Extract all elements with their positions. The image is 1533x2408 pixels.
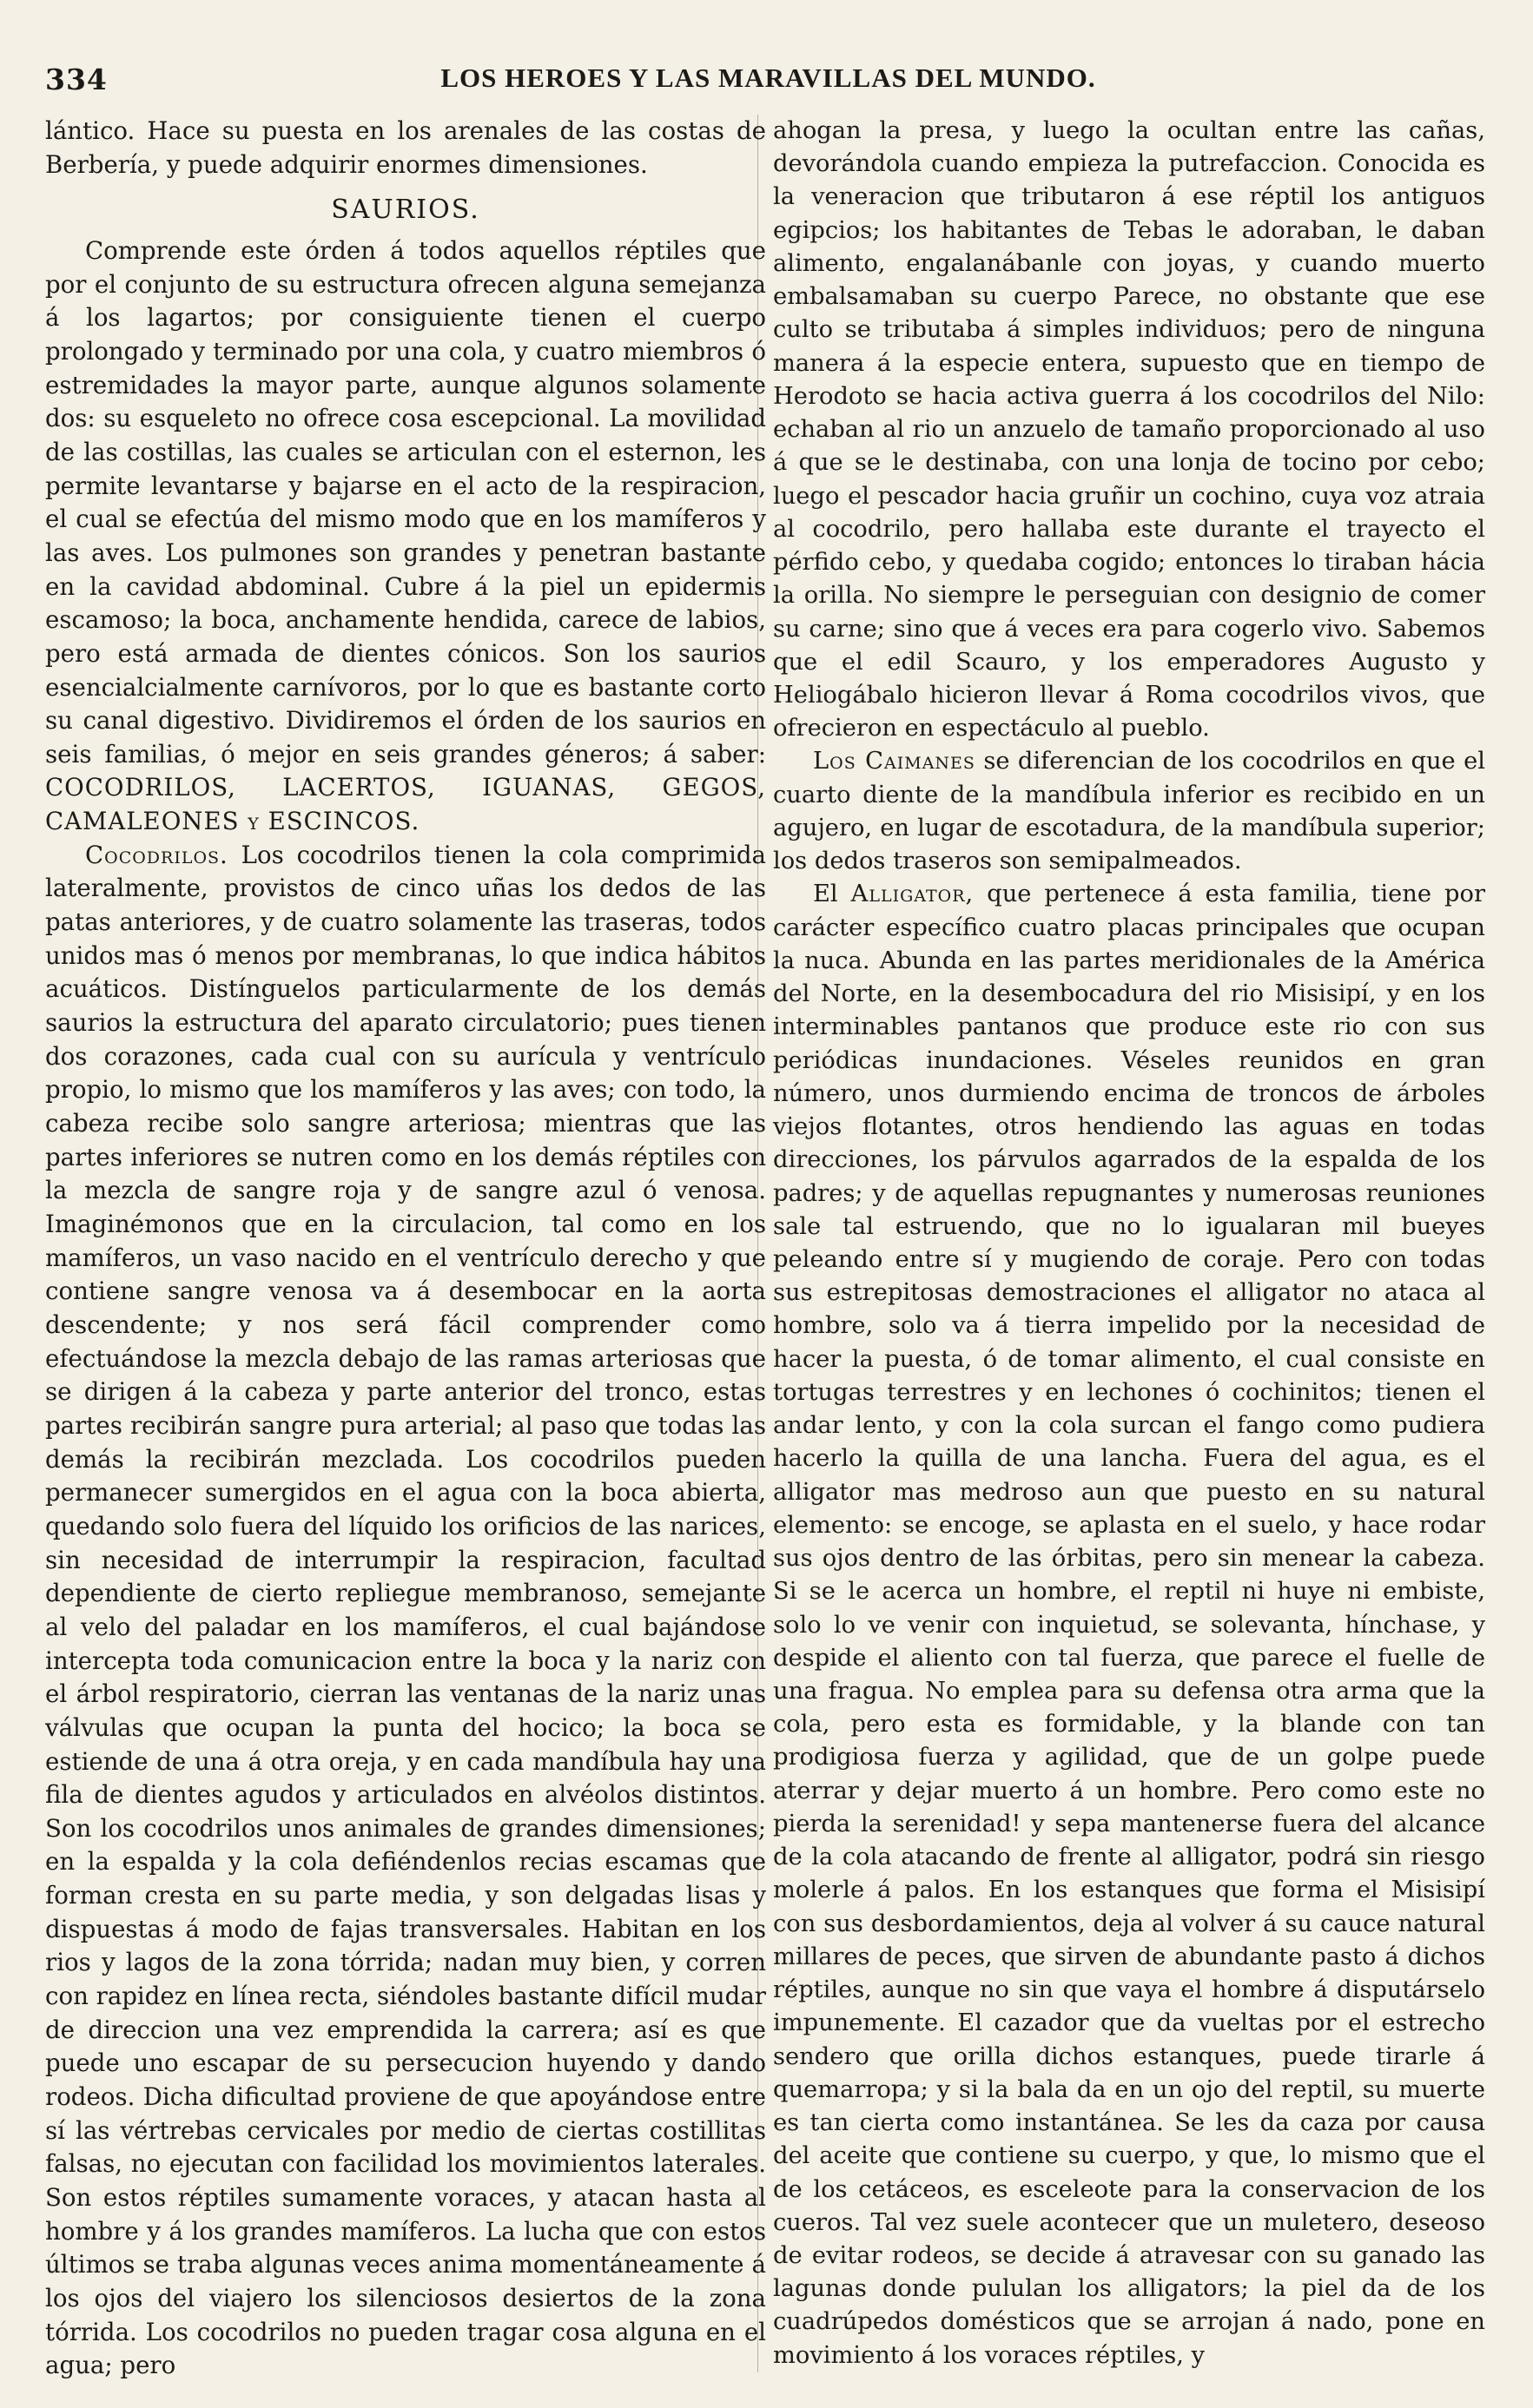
paragraph-lead: El <box>813 881 838 908</box>
paragraph-alligator <box>773 878 1485 2372</box>
left-column <box>45 115 766 2383</box>
term-caimanes: Los Caimanes <box>813 748 975 775</box>
term-alligator: Alligator, <box>850 881 975 908</box>
paragraph-continuation: lántico. Hace su puesta en los arenales de las costas de Berbería, y puede adquirir enormes dimensiones. <box>45 116 766 179</box>
paragraph-cocodrilos <box>45 839 766 2383</box>
running-title: LOS HEROES Y LAS MARAVILLAS DEL MUNDO. <box>440 63 1096 93</box>
paragraph-text: Comprende este órden á todos aquellos réptiles que por el conjunto de su estructura ofrecen alguna semejanza á los lagartos; por consiguiente tienen el cuerpo prolongado y terminado por una cola, y cuatro miembros ó estremidades la mayor parte, aunque algunos solamente dos: su esqueleto no ofrece cosa escepcional. La movilidad de las costillas, las cuales se articulan con el esternon, les permite levantarse y bajarse en el acto de la respiracion, el cual se efectúa del mismo modo que en los mamíferos y las aves. Los pulmones son grandes y penetran bastante en la cavidad abdominal. Cubre á la piel un epidermis escamoso; la boca, anchamente hendida, carece de labios, pero está armada de dientes cónicos. Son los saurios esencialcialmente carnívoros, por lo que es bastante corto su canal digestivo. Dividiremos el órden de los saurios en seis familias, ó mejor en seis grandes géneros; á saber: <box>45 235 766 769</box>
term-cocodrilos: Cocodrilos. <box>85 840 228 869</box>
right-column <box>773 115 1485 2372</box>
paragraph-text: Los cocodrilos tienen la cola comprimida lateralmente, provistos de cinco uñas los dedos de las patas anteriores, y de cuatro solamente las traseras, todos unidos mas ó menos por membranas, lo que indica hábitos acuáticos. Distínguelos particularmente de los demás saurios la estructura del aparato circulatorio; pues tienen dos corazones, cada cual con su aurícula y ventrículo propio, lo mismo que los mamíferos y las aves; con todo, la cabeza recibe solo sangre arteriosa; mientras que las partes inferiores se nutren como en los demás réptiles con la mezcla de sangre roja y de sangre azul ó venosa. Imaginémonos que en la circulacion, tal como en los mamíferos, un vaso nacido en el ventrículo derecho y que contiene sangre venosa va á desembocar en la aorta descendente; y nos será fácil comprender como efectuándose la mezcla debajo de las ramas arteriosas que se dirigen á la cabeza y parte anterior del tronco, estas partes recibirán sangre pura arterial; al paso que todas las demás la recibirán mezclada. Los cocodrilos pueden permanecer sumergidos en el agua con la boca abierta, quedando solo fuera del líquido los orificios de las narices, sin necesidad de interrumpir la respiracion, facultad dependiente de cierto repliegue membranoso, semejante al velo del paladar en los mamíferos, el cual bajándose intercepta toda comunicacion entre la boca y la nariz con el árbol respiratorio, cierran las ventanas de la nariz unas válvulas que ocupan la punta del hocico; la boca se estiende de una á otra oreja, y en cada mandíbula hay una fila de dientes agudos y articulados en alvéolos distintos. Son los cocodrilos unos animales de grandes dimensiones; en la espalda y la cola defiéndenlos recias escamas que forman cresta en su parte media, y son delgadas lisas y dispuestas á modo de fajas transversales. Habitan en los rios y lagos de la zona tórrida; nadan muy bien, y corren con rapidez en línea recta, siéndoles bastante difícil mudar de direccion una vez emprendida la carrera; así es que puede uno escapar de su persecucion huyendo y dando rodeos. Dicha dificultad proviene de que apoyándose entre sí las vértrebas cervicales por medio de ciertas costillitas falsas, no ejecutan con facilidad los movimientos laterales. Son estos réptiles sumamente voraces, y atacan hasta al hombre y á los grandes mamíferos. La lucha que con estos últimos se traba algunas veces anima momentáneamente á los ojos del viajero los silenciosos desiertos de la zona tórrida. Los cocodrilos no pueden tragar cosa alguna en el agua; pero <box>45 840 766 2380</box>
paragraph-saurios-intro <box>45 234 766 839</box>
page-number: 334 <box>45 63 108 96</box>
section-heading-saurios: SAURIOS. <box>331 195 480 226</box>
paragraph-continuation-right: ahogan la presa, y luego la ocultan entre las cañas, devorándola cuando empieza la putrefaccion. Conocida es la veneracion que tributaron á ese réptil los antiguos egipcios; los habitantes de Tebas le adoraban, le daban alimento, engalanábanle con joyas, y cuando muerto embalsamaban su cuerpo Parece, no obstante que ese culto se tributaba á simples individuos; pero de ninguna manera á la especie entera, supuesto que en tiempo de Herodoto se hacia activa guerra á los cocodrilos del Nilo: echaban al rio un anzuelo de tamaño proporcionado al uso á que se le destinaba, con una lonja de tocino por cebo; luego el pescador hacia gruñir un cochino, cuya voz atraia al cocodrilo, pero hallaba este durante el trayecto el pérfido cebo, y quedaba cogido; entonces lo tiraban hácia la orilla. No siempre le perseguian con designio de comer su carne; sino que á veces era para cogerlo vivo. Sabemos que el edil Scauro, y los emperadores Augusto y Heliogábalo hicieron llevar á Roma cocodrilos vivos, que ofrecieron en espectáculo al pueblo. <box>773 117 1485 742</box>
paragraph-text: que pertenece á esta familia, tiene por carácter específico cuatro placas principales que ocupan la nuca. Abunda en las partes meridionales de la América del Norte, en la desembocadura del rio Misisipí, y en los interminables pantanos que produce este rio con sus periódicas inundaciones. Véseles reunidos en gran número, unos durmiendo encima de troncos de árboles viejos flotantes, otros hendiendo las aguas en todas direcciones, los párvulos agarrados de la espalda de los padres; y de aquellas repugnantes y numerosas reuniones sale tal estruendo, que no lo igualaran mil bueyes peleando entre sí y mugiendo de coraje. Pero con todas sus estrepitosas demostraciones el alligator no ataca al hombre, solo va á tierra impelido por la necesidad de hacer la puesta, ó de tomar alimento, el cual consiste en tortugas terrestres y en lechones ó cochinitos; tienen el andar lento, y con la cola surcan el fango como pudiera hacerlo la quilla de una lancha. Fuera del agua, es el alligator mas medroso aun que puesto en su natural elemento: se encoge, se aplasta en el suelo, y hace rodar sus ojos dentro de las órbitas, pero sin menear la cabeza. Si se le acerca un hombre, el reptil ni huye ni embiste, solo lo ve venir con inquietud, se solevanta, hínchase, y despide el aliento con tal fuerza, que parece el fuelle de una fragua. No emplea para su defensa otra arma que la cola, pero esta es formidable, y la blande con tan prodigiosa fuerza y agilidad, que de un golpe puede aterrar y dejar muerto á un hombre. Pero como este no pierda la serenidad! y sepa mantenerse fuera del alcance de la cola atacando de frente al alligator, podrá sin riesgo molerle á palos. En los estanques que forma el Misisipí con sus desbordamientos, deja al volver á su cauce natural millares de peces, que sirven de abundante pasto á dichos réptiles, aunque no sin que vaya el hombre á disputárselo impunemente. El cazador que da vueltas por el estrecho sendero que orilla dichos estanques, puede tirarle á quemarropa; y si la bala da en un ojo del reptil, su muerte es tan cierta como instantánea. Se les da caza por causa del aceite que contiene su cuerpo, y que, lo mismo que el de los cetáceos, es esceleote para la conservacion de los cueros. Tal vez suele acontecer que un muletero, deseoso de evitar rodeos, se decide á atravesar con su ganado las lagunas donde pululan los alligators; la piel da de los cuadrúpedos domésticos que se arrojan á nado, pone en movimiento á los voraces réptiles, y <box>773 881 1485 2369</box>
paragraph-text: se diferencian de los cocodrilos en que el cuarto diente de la mandíbula inferior es recibido en un agujero, en lugar de escotadura, de la mandíbula superior; los dedos traseros son semipalmeados. <box>773 748 1486 875</box>
page-header <box>45 56 1491 108</box>
family-list: COCODRILOS, LACERTOS, IGUANAS, GEGOS, CAMALEONES y ESCINCOS. <box>45 773 766 836</box>
paragraph-caimanes <box>773 745 1485 878</box>
